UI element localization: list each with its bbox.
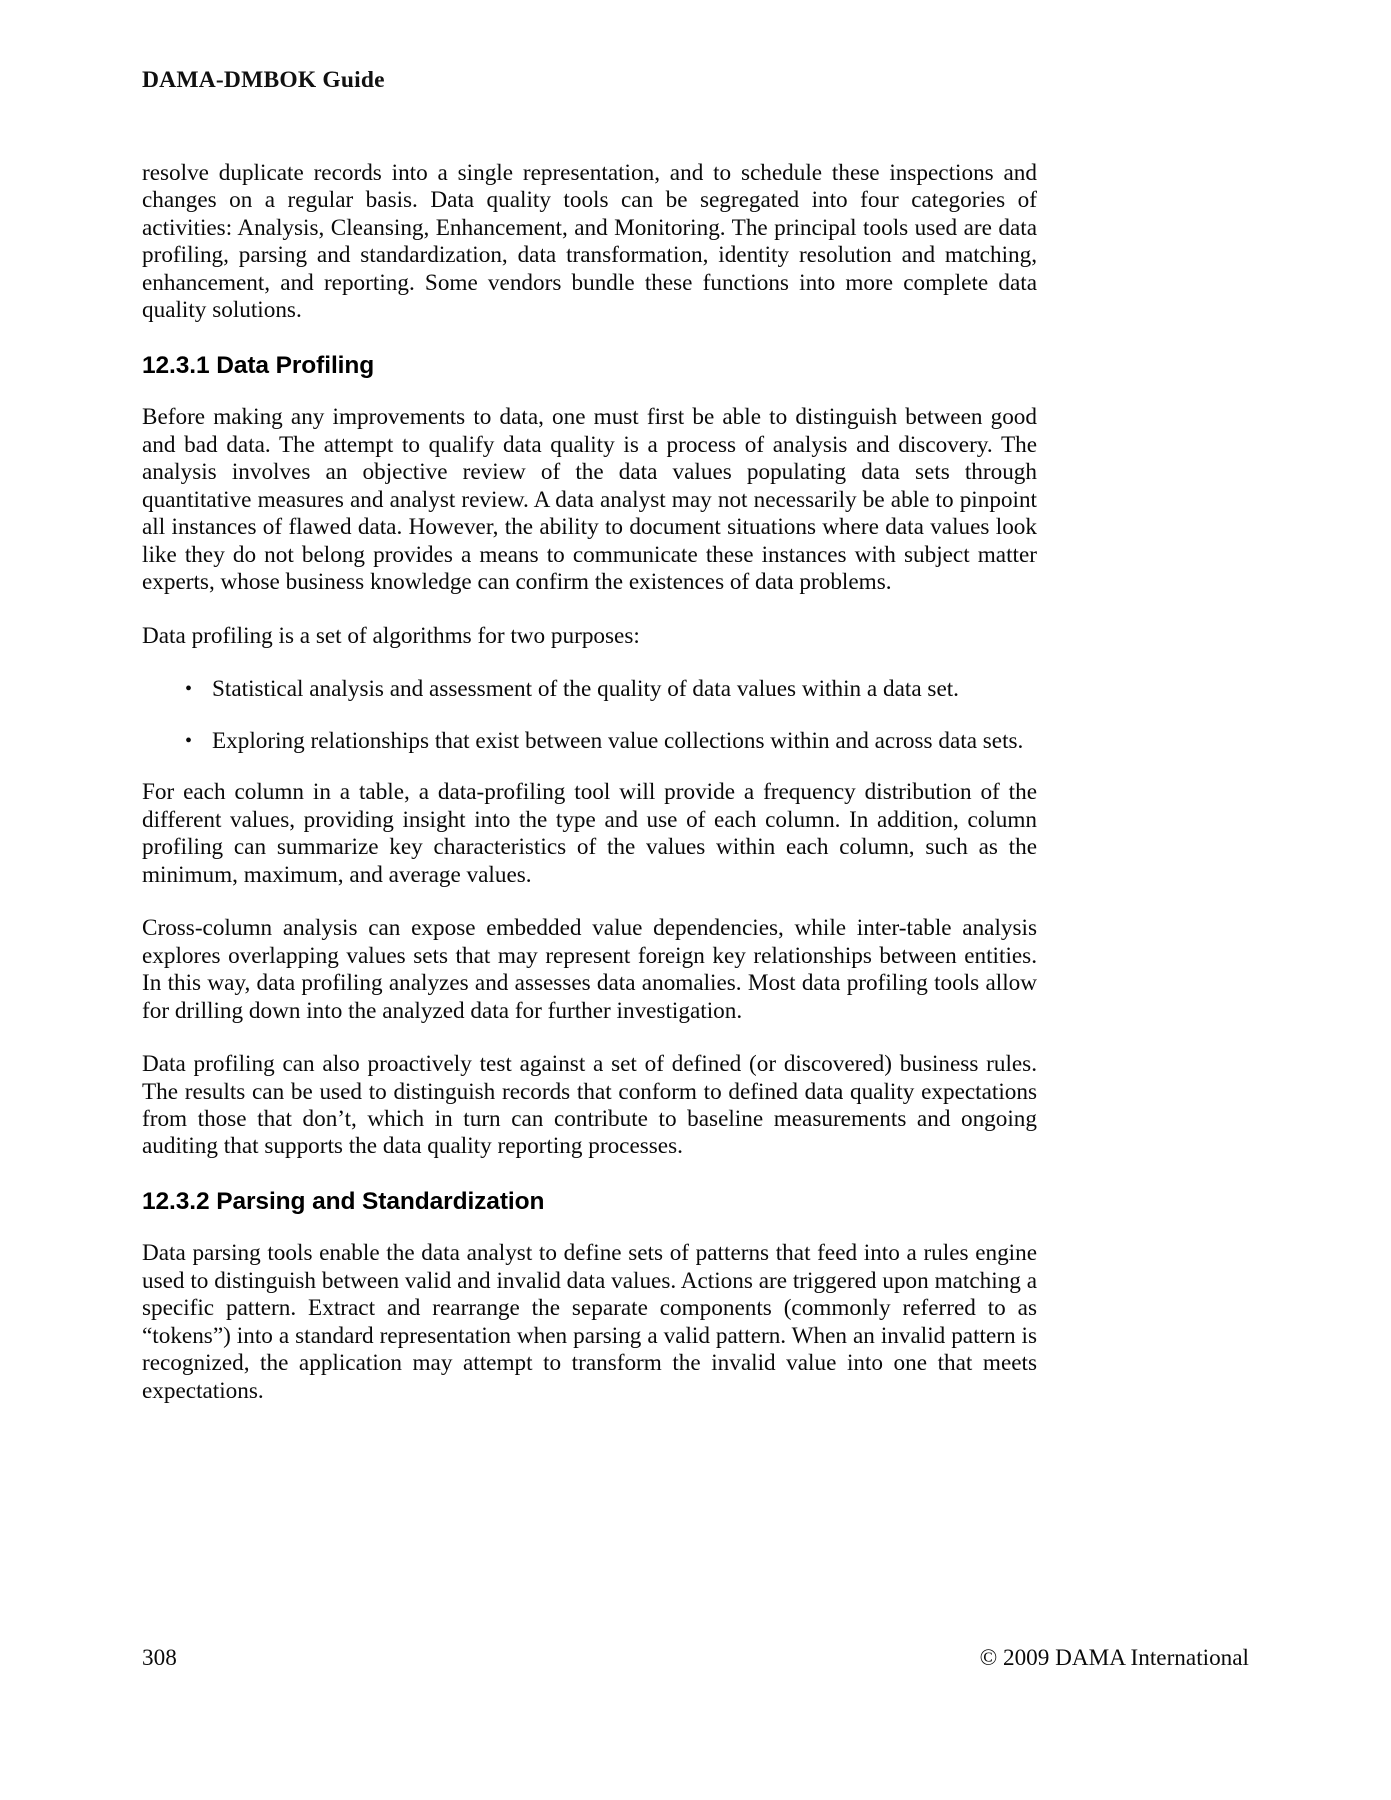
section-1-paragraph-3: For each column in a table, a data-profiling tool will provide a frequency distribution of the different values, providing insight into the type and use of each column. In addition, column profiling can summarize key characteristics of the values within each column, such as the minimum, maximum, and average values. xyxy=(142,779,1037,888)
section-heading-12-3-1: 12.3.1 Data Profiling xyxy=(142,351,375,379)
copyright-notice: © 2009 DAMA International xyxy=(979,1645,1249,1671)
section-2-paragraph-1: Data parsing tools enable the data analyst to define sets of patterns that feed into a rules engine used to distinguish between valid and invalid data values. Actions are triggered upon matching a specific pattern. Extract and rearrange the separate components (commonly referred to as “tokens”) into a standard representation when parsing a valid pattern. When an invalid pattern is recognized, the application may attempt to transform the invalid value into one that meets expectations. xyxy=(142,1240,1037,1404)
section-1-paragraph-5: Data profiling can also proactively test against a set of defined (or discovered) business rules. The results can be used to distinguish records that conform to defined data quality expectations from those that don’t, which in turn can contribute to baseline measurements and ongoing auditing that supports the data quality reporting processes. xyxy=(142,1051,1037,1160)
bullet-icon: • xyxy=(185,729,193,752)
section-1-paragraph-1: Before making any improvements to data, one must first be able to distinguish between good and bad data. The attempt to qualify data quality is a process of analysis and discovery. The analysis involves an objective review of the data values populating data sets through quantitative measures and analyst review. A data analyst may not necessarily be able to pinpoint all instances of flawed data. However, the ability to document situations where data values look like they do not belong provides a means to communicate these instances with subject matter experts, whose business knowledge can confirm the existences of data problems. xyxy=(142,404,1037,596)
list-item xyxy=(142,728,1037,755)
page-number: 308 xyxy=(142,1645,177,1671)
section-1-paragraph-2: Data profiling is a set of algorithms for two purposes: xyxy=(142,622,640,649)
bullet-icon: • xyxy=(185,678,193,701)
page-footer xyxy=(142,1645,1249,1672)
section-heading-12-3-2: 12.3.2 Parsing and Standardization xyxy=(142,1187,545,1215)
running-header-title: DAMA-DMBOK Guide xyxy=(142,67,385,93)
data-profiling-purposes-list xyxy=(142,676,1037,755)
section-1-paragraph-4: Cross-column analysis can expose embedded value dependencies, while inter-table analysis explores overlapping values sets that may represent foreign key relationships between entities. In this way, data profiling analyzes and assesses data anomalies. Most data profiling tools allow for drilling down into the analyzed data for further investigation. xyxy=(142,915,1037,1024)
page-content xyxy=(142,160,1037,1405)
list-item-text: Exploring relationships that exist between value collections within and across data sets. xyxy=(212,727,1024,754)
list-item xyxy=(142,676,1037,703)
list-item-text: Statistical analysis and assessment of the quality of data values within a data set. xyxy=(212,676,959,703)
intro-paragraph: resolve duplicate records into a single representation, and to schedule these inspections and changes on a regular basis. Data quality tools can be segregated into four categories of activities: Analysis, Cleansing, Enhancement, and Monitoring. The principal tools used are data profiling, parsing and standardization, data transformation, identity resolution and matching, enhancement, and reporting. Some vendors bundle these functions into more complete data quality solutions. xyxy=(142,160,1037,324)
